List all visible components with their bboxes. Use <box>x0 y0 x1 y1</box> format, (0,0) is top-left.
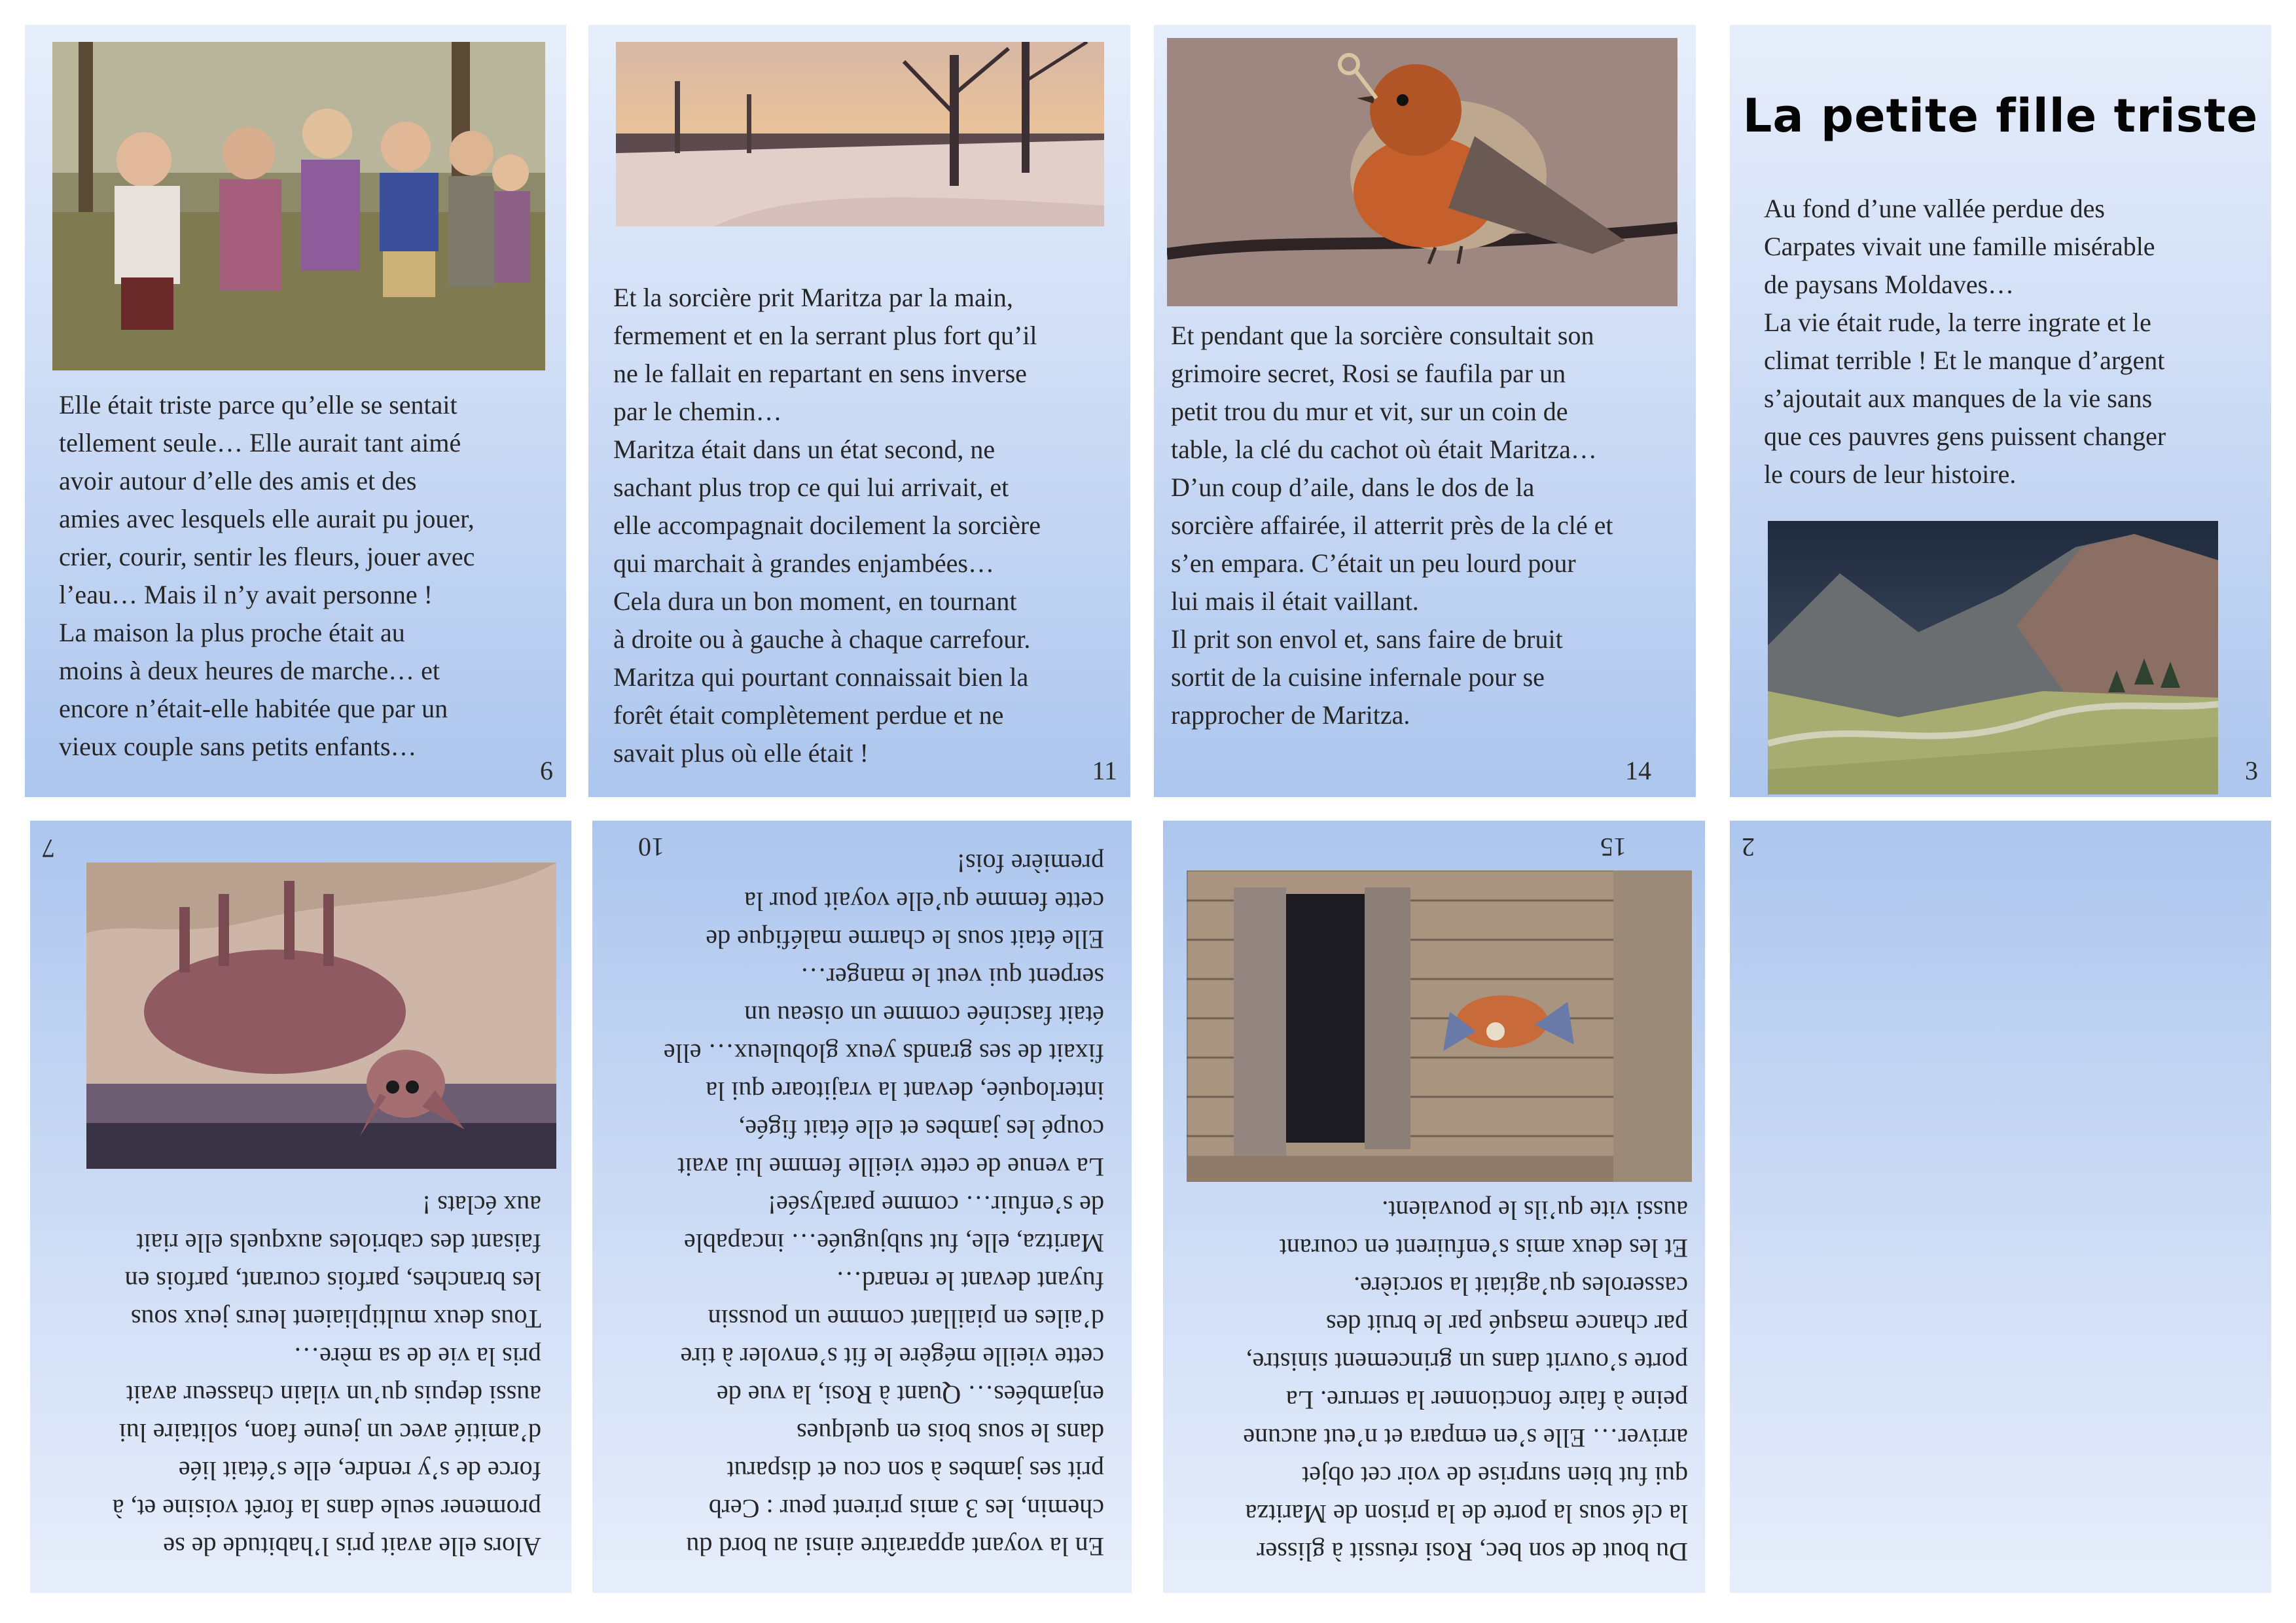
page-10-panel <box>592 821 1132 1593</box>
fawn-illustration <box>86 863 556 1169</box>
page-11-number: 11 <box>1092 756 1117 785</box>
page-11-panel <box>588 25 1130 797</box>
page-15-number: 15 <box>1600 832 1626 862</box>
page-6-panel <box>25 25 566 797</box>
page-6-number: 6 <box>540 756 553 785</box>
page-6-story-text: Elle était triste parce qu’elle se sentait tellement seule… Elle aurait tant aimé avoir autour d’elle des amis et des amies avec lesquels elle aurait pu jouer, crier, courir, sentir les fleurs, jouer avec l’eau… Mais il n’y avait personne ! La maison la plus proche était au moins à deux heures de marche… et encore n’était-elle habitée que par un vieux couple sans petits enfants… <box>59 390 475 761</box>
page-11-story-text: Et la sorcière prit Maritza par la main, fermement et en la serrant plus fort qu’il ne le fallait en repartant en sens inverse par le chemin… Maritza était dans un état second, ne sachant plus trop ce qui lui arrivait, et elle accompagnait docilement la sorcière qui marchait à grandes enjambées… Cela dura un bon moment, en tournant à droite ou à gauche à chaque carrefour. Maritza qui pourtant connaissait bien la forêt était complètement perdue et ne savait plus où elle était ! <box>613 283 1041 768</box>
page-3-number: 3 <box>2245 756 2258 785</box>
page-10-story-text: En la voyant apparaître ainsi au bord du chemin, les 3 amis prirent peur : Cerb prit ses jambes à son cou et disparut dans le sous bois en quelques enjambées… Quant à Rosi, la vue de cette vieille mégère le fit s’envoler à tire d’ailes en piaillant comme un poussin fuyant devant le renard… Maritza, elle, fut subjuguée… incapable de s’enfuir… comme paralysée! La venue de cette vieille femme lui avait coupé les jambes et elle était figée, interloquée, devant la vrajitoare qui la fixait de ses grands yeux globuleux… elle était fascinée comme un oiseau un serpent qui veut le manger… Elle était sous le charme maléfique de cette femme qu’elle voyait pour la première fois! <box>663 849 1104 1561</box>
children-playing-illustration <box>52 42 545 370</box>
page-15-story-text: Du bout de son bec, Rosi réussit à glisser la clé sous la porte de la prison de Maritza qui fut bien surprise de voir cet objet arriver… Elle s’en empara et n’eut aucune peine à faire fonctionner la serrure. La porte s’ouvrit dans un grincement sinistre, par chance masqué par le bruit des casseroles qu’agitait la sorcière. Et les deux amis s’enfuirent en courant aussi vite qu’ils le pouvaient. <box>1243 1196 1688 1567</box>
robin-at-cabin-window-illustration <box>1187 870 1692 1182</box>
winter-forest-illustration <box>616 42 1104 226</box>
page-14-panel <box>1154 25 1696 797</box>
robin-with-key-illustration <box>1167 38 1677 306</box>
page-3-story-text: Au fond d’une vallée perdue des Carpates vivait une famille misérable de paysans Moldaves… La vie était rude, la terre ingrate et le climat terrible ! Et le manque d’argent s’ajoutait aux manques de la vie sans que ces pauvres gens puissent changer le cours de leur histoire. <box>1764 194 2166 489</box>
page-7-panel <box>30 821 571 1593</box>
page-2-panel <box>1730 821 2271 1593</box>
page-7-story-text: Alors elle avait pris l’habitude de se promener seule dans la forêt voisine et, à force de s’y rendre, elle s’était liée d’amitié avec un jeune faon, solitaire lui aussi depuis qu’un vilain chasseur avait pris la vie de sa mère… Tous deux multipliaient leurs jeux sous les branches, parfois courant, parfois en faisant des cabrioles auxquels elle riait aux éclats ! <box>112 1190 541 1561</box>
page-7-number: 7 <box>42 834 55 863</box>
carpathian-valley-illustration <box>1768 521 2218 794</box>
page-15-panel <box>1163 821 1705 1593</box>
page-10-number: 10 <box>638 832 664 862</box>
story-title: La petite fille triste <box>1742 89 2259 143</box>
page-14-story-text: Et pendant que la sorcière consultait son grimoire secret, Rosi se faufila par un petit trou du mur et vit, sur un coin de table, la clé du cachot où était Maritza… D’un coup d’aile, dans le dos de la sorcière affairée, il atterrit près de la clé et s’en empara. C’était un peu lourd pour lui mais il était vaillant. Il prit son envol et, sans faire de bruit sortit de la cuisine infernale pour se rapprocher de Maritza. <box>1171 321 1613 730</box>
page-2-number: 2 <box>1742 832 1755 862</box>
page-3-panel <box>1730 25 2271 797</box>
page-14-number: 14 <box>1625 756 1651 785</box>
